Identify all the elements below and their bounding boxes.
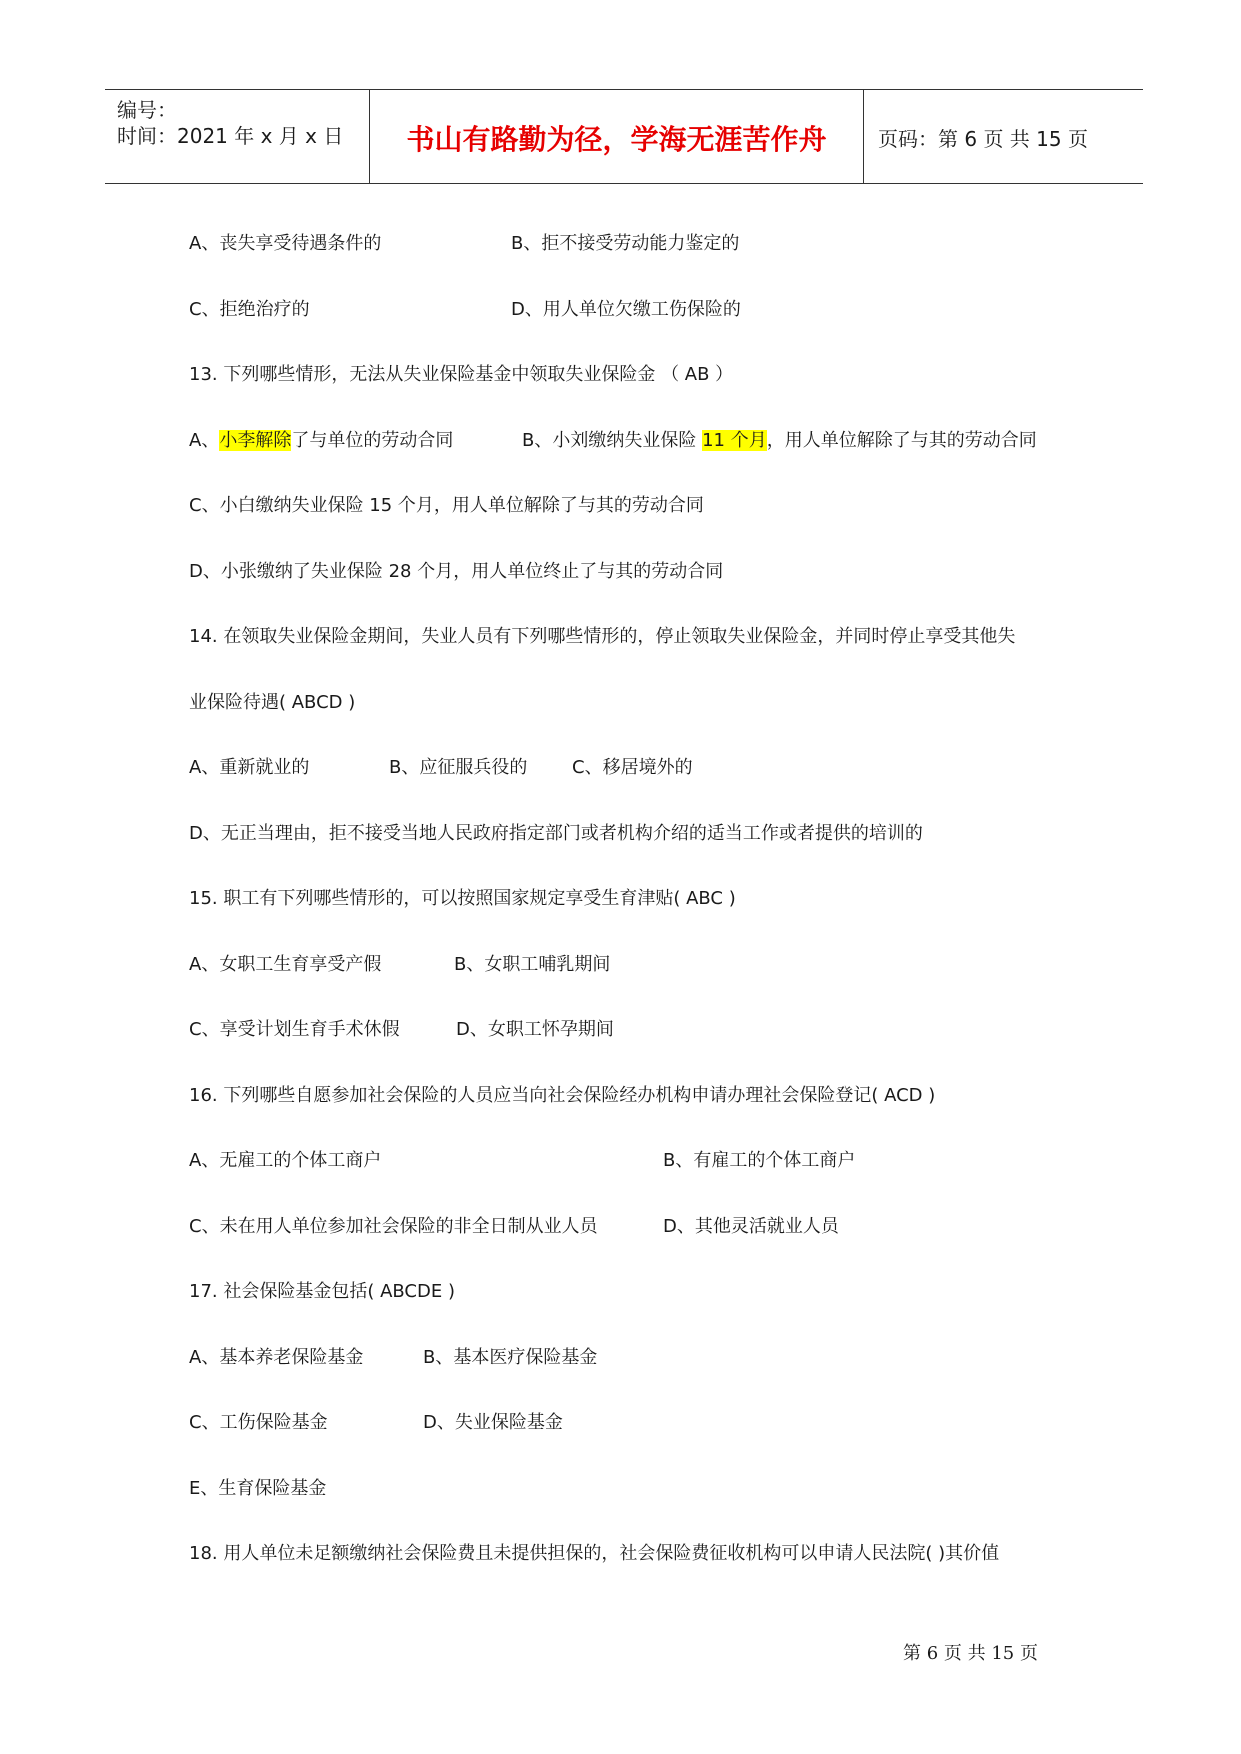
document-date: 时间：2021 年 x 月 x 日 — [117, 124, 344, 148]
header-info-cell — [105, 90, 370, 183]
question-15: 15. 职工有下列哪些情形的，可以按照国家规定享受生育津贴( ABC ) — [189, 888, 736, 909]
header-motto-cell — [370, 90, 864, 183]
option-c: C、享受计划生育手术休假 — [189, 1019, 400, 1040]
option-a: A、无雇工的个体工商户 — [189, 1150, 382, 1171]
option-prefix: B、小刘缴纳失业保险 — [522, 430, 703, 451]
page-header — [105, 89, 1143, 184]
question-13: 13. 下列哪些情形，无法从失业保险基金中领取失业保险金 （ AB ） — [189, 364, 734, 385]
question-18: 18. 用人单位未足额缴纳社会保险费且未提供担保的，社会保险费征收机构可以申请人民法院( )其价值 — [189, 1543, 1000, 1564]
highlighted-text: 11 个月 — [702, 430, 767, 451]
option-c: C、移居境外的 — [572, 757, 693, 778]
option-c: C、拒绝治疗的 — [189, 299, 310, 320]
document-number: 编号： — [117, 98, 177, 122]
option-a — [189, 427, 453, 455]
highlighted-text: 小李解除 — [219, 430, 292, 451]
option-b: B、应征服兵役的 — [389, 757, 528, 778]
option-b — [522, 427, 1037, 455]
option-e: E、生育保险基金 — [189, 1478, 327, 1499]
option-b: B、基本医疗保险基金 — [423, 1347, 598, 1368]
option-a: A、丧失享受待遇条件的 — [189, 233, 382, 254]
option-c: C、未在用人单位参加社会保险的非全日制从业人员 — [189, 1216, 598, 1237]
option-d: D、小张缴纳了失业保险 28 个月，用人单位终止了与其的劳动合同 — [189, 561, 724, 582]
option-a: A、重新就业的 — [189, 757, 310, 778]
option-b: B、有雇工的个体工商户 — [663, 1150, 856, 1171]
option-text: ，用人单位解除了与其的劳动合同 — [766, 430, 1037, 451]
question-14-continued: 业保险待遇( ABCD ) — [189, 692, 356, 713]
option-d: D、用人单位欠缴工伤保险的 — [511, 299, 741, 320]
page-footer: 第 6 页 共 15 页 — [903, 1643, 1038, 1664]
option-b: B、女职工哺乳期间 — [454, 954, 611, 975]
header-page-cell — [864, 90, 1143, 183]
option-b: B、拒不接受劳动能力鉴定的 — [511, 233, 740, 254]
option-d: D、女职工怀孕期间 — [456, 1019, 614, 1040]
question-14: 14. 在领取失业保险金期间，失业人员有下列哪些情形的，停止领取失业保险金，并同时停止享受其他失 — [189, 626, 1016, 647]
option-a: A、女职工生育享受产假 — [189, 954, 382, 975]
option-c: C、工伤保险基金 — [189, 1412, 328, 1433]
option-a: A、基本养老保险基金 — [189, 1347, 364, 1368]
question-17: 17. 社会保险基金包括( ABCDE ) — [189, 1281, 455, 1302]
header-motto: 书山有路勤为径，学海无涯苦作舟 — [406, 123, 827, 156]
question-16: 16. 下列哪些自愿参加社会保险的人员应当向社会保险经办机构申请办理社会保险登记( ACD ) — [189, 1085, 936, 1106]
header-page-code: 页码：第 6 页 共 15 页 — [878, 127, 1088, 151]
option-d: D、其他灵活就业人员 — [663, 1216, 839, 1237]
option-d: D、失业保险基金 — [423, 1412, 563, 1433]
option-prefix: A、 — [189, 430, 220, 451]
option-c: C、小白缴纳失业保险 15 个月，用人单位解除了与其的劳动合同 — [189, 495, 704, 516]
option-text: 了与单位的劳动合同 — [291, 430, 454, 451]
option-d: D、无正当理由，拒不接受当地人民政府指定部门或者机构介绍的适当工作或者提供的培训的 — [189, 823, 923, 844]
